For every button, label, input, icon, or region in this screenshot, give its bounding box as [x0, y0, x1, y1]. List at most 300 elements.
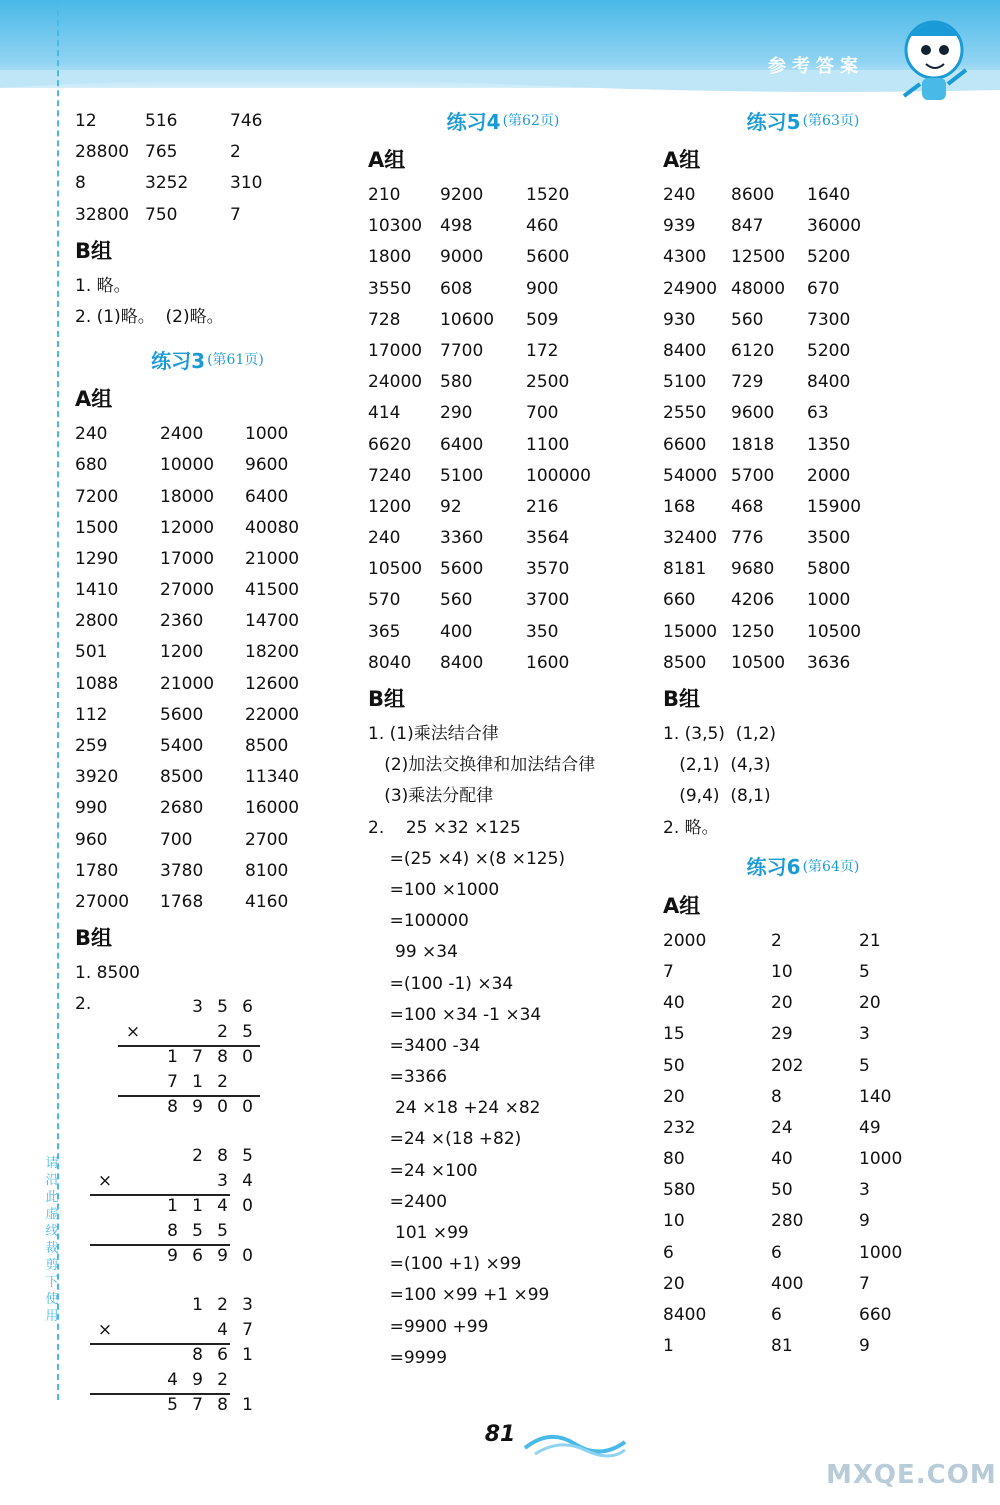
digit: 3 [217, 1171, 228, 1192]
answer-cell: 17000 [368, 340, 423, 361]
answer-cell: 280 [771, 1211, 804, 1232]
digit: 6 [192, 1246, 203, 1267]
group-label: A组 [663, 893, 701, 918]
answer-cell: 900 [526, 278, 559, 299]
answer-line: =9900 +99 [368, 1316, 489, 1337]
answer-cell: 21 [859, 930, 881, 951]
answer-row [75, 513, 340, 544]
digit: 5 [242, 1146, 253, 1167]
times-sign: × [125, 1022, 141, 1043]
column-left [75, 100, 340, 1442]
digit: 7 [242, 1320, 253, 1341]
digit: 2 [192, 1146, 203, 1167]
answer-row [75, 575, 340, 606]
answer-cell: 10500 [807, 621, 862, 642]
answer-cell: 41500 [245, 580, 300, 601]
answer-row [368, 211, 638, 242]
answer-cell: 7200 [75, 486, 119, 507]
answer-cell: 8400 [663, 1305, 707, 1325]
answer-line: =3366 [368, 1067, 448, 1088]
answer-cell: 1818 [731, 434, 775, 455]
answer-cell: 10 [663, 1211, 685, 1232]
answer-cell: 16000 [245, 798, 300, 819]
answer-cell: 365 [368, 621, 401, 642]
answer-cell: 10 [771, 961, 793, 982]
answer-line: (9,4) (8,1) [663, 786, 771, 807]
answer-line: =(100 +1) ×99 [368, 1254, 522, 1275]
answer-cell: 516 [145, 111, 178, 131]
answer-cell: 9200 [440, 185, 484, 205]
answer-cell: 729 [731, 372, 764, 393]
answer-cell: 5600 [526, 247, 570, 268]
answer-row [663, 523, 943, 554]
answer-line: 101 ×99 [368, 1223, 469, 1243]
digit: 1 [167, 1196, 178, 1217]
digit: 1 [192, 1295, 203, 1316]
answer-cell: 12600 [245, 673, 300, 694]
answer-cell: 3550 [368, 278, 412, 299]
answer-cell: 1100 [526, 434, 570, 455]
answer-cell: 40 [771, 1149, 793, 1170]
answer-cell: 5 [859, 1055, 870, 1076]
answer-cell: 939 [663, 216, 696, 237]
answer-cell: 580 [440, 372, 473, 393]
answer-row [75, 669, 340, 700]
answer-cell: 1600 [526, 652, 570, 673]
wave-decoration-icon [520, 1418, 630, 1458]
answer-row [663, 274, 943, 305]
answer-cell: 6600 [663, 434, 707, 455]
answer-row [368, 523, 638, 554]
answer-cell: 6620 [368, 434, 412, 455]
answer-cell: 930 [663, 309, 696, 330]
answer-cell: 20 [771, 993, 793, 1014]
answer-cell: 350 [526, 621, 559, 642]
answer-cell: 660 [859, 1305, 892, 1325]
answer-cell: 290 [440, 403, 473, 424]
answer-cell: 40080 [245, 517, 300, 538]
digit: 0 [242, 1047, 253, 1068]
digit: 8 [167, 1097, 178, 1118]
answer-line: =2400 [368, 1191, 448, 1212]
multiplication-row [75, 995, 340, 1020]
answer-cell: 3 [859, 1180, 870, 1201]
answer-cell: 2000 [807, 465, 851, 486]
answer-cell: 498 [440, 216, 473, 237]
answer-cell: 9 [859, 1336, 870, 1357]
digit: 3 [242, 1295, 253, 1316]
answer-row [663, 367, 943, 398]
answer-row [663, 1144, 943, 1175]
answer-cell: 259 [75, 736, 108, 756]
answer-line: 2. [75, 994, 92, 1015]
answer-cell: 460 [526, 216, 559, 237]
answer-cell: 32400 [663, 528, 718, 549]
answer-cell: 2700 [245, 829, 289, 850]
digit: 5 [217, 1221, 228, 1242]
digit: 2 [217, 1295, 228, 1316]
answer-cell: 4300 [663, 247, 707, 268]
group-label: B组 [368, 687, 406, 711]
answer-line: =100 ×34 -1 ×34 [368, 1004, 542, 1025]
answer-cell: 847 [731, 216, 764, 237]
answer-cell: 11340 [245, 767, 300, 788]
answer-cell: 5100 [663, 372, 707, 393]
digit: 8 [167, 1221, 178, 1242]
answer-cell: 40 [663, 993, 685, 1014]
answer-cell: 9000 [440, 247, 484, 268]
answer-cell: 50 [663, 1055, 685, 1076]
answer-cell: 112 [75, 704, 108, 725]
exercise-page-ref: (第61页) [207, 352, 264, 369]
answer-cell: 2 [230, 142, 241, 163]
answer-row [75, 731, 340, 762]
answer-cell: 5400 [160, 736, 204, 756]
answer-row [663, 988, 943, 1019]
answer-cell: 24900 [663, 278, 718, 299]
answer-line: =3400 -34 [368, 1035, 481, 1056]
answer-cell: 20 [663, 1273, 685, 1294]
answer-cell: 746 [230, 111, 263, 131]
group-label: B组 [75, 238, 113, 263]
multiplication-block [75, 995, 340, 1132]
answer-cell: 1410 [75, 580, 119, 601]
answer-cell: 2680 [160, 798, 204, 819]
multiplication-row [75, 1219, 340, 1244]
answer-cell: 2360 [160, 611, 204, 632]
answer-row [75, 825, 340, 856]
answer-row [368, 180, 638, 211]
digit: 1 [192, 1072, 203, 1093]
answer-cell: 240 [368, 528, 401, 549]
answer-cell: 172 [526, 340, 559, 361]
digit: 4 [242, 1171, 253, 1192]
exercise-page-ref: (第63页) [802, 113, 860, 129]
answer-cell: 700 [160, 829, 193, 850]
answer-row [663, 180, 943, 211]
answer-row [368, 398, 638, 429]
answer-cell: 50 [771, 1180, 793, 1201]
answer-row [663, 242, 943, 273]
answer-row [368, 305, 638, 336]
answer-row [368, 554, 638, 585]
answer-cell: 240 [663, 185, 696, 205]
digit: 2 [217, 1072, 228, 1093]
answer-cell: 21000 [160, 673, 215, 694]
multiplication-row [75, 1194, 340, 1219]
answer-cell: 12500 [731, 247, 786, 268]
answer-cell: 2500 [526, 372, 570, 393]
multiplication-row [75, 1244, 340, 1269]
digit: 1 [242, 1395, 253, 1416]
answer-row [368, 430, 638, 461]
answer-cell: 140 [859, 1086, 892, 1107]
answer-cell: 2800 [75, 611, 119, 632]
answer-line: =24 ×(18 +82) [368, 1129, 522, 1150]
answer-row [75, 200, 340, 231]
answer-cell: 1780 [75, 860, 119, 881]
answer-cell: 1290 [75, 548, 119, 569]
answer-row [663, 957, 943, 988]
answer-cell: 680 [75, 455, 108, 476]
answer-cell: 8 [771, 1086, 782, 1107]
answer-cell: 10000 [160, 455, 215, 476]
answer-cell: 12 [75, 111, 97, 131]
answer-cell: 1250 [731, 621, 775, 642]
answer-cell: 1800 [368, 247, 412, 268]
answer-line: =9999 [368, 1347, 448, 1368]
answer-line: (2,1) (4,3) [663, 755, 771, 776]
exercise-6-title [663, 846, 943, 886]
answer-cell: 8040 [368, 652, 412, 673]
answer-line: (3)乘法分配律 [368, 786, 494, 807]
digit: 5 [242, 1022, 253, 1043]
digit: 4 [217, 1320, 228, 1341]
answer-cell: 4206 [731, 590, 775, 611]
answer-row [75, 637, 340, 668]
answer-cell: 18000 [160, 486, 215, 507]
answer-cell: 580 [663, 1180, 696, 1201]
answer-row [75, 137, 340, 168]
digit: 8 [217, 1047, 228, 1068]
answer-row [75, 168, 340, 199]
answer-row [663, 305, 943, 336]
answer-cell: 1200 [160, 642, 204, 663]
answer-cell: 700 [526, 403, 559, 424]
answer-cell: 5600 [160, 704, 204, 725]
answer-row [663, 461, 943, 492]
answer-row [368, 367, 638, 398]
answer-line: =24 ×100 [368, 1160, 478, 1181]
answer-cell: 1 [663, 1336, 674, 1357]
answer-row [663, 554, 943, 585]
answer-cell: 24 [771, 1117, 793, 1138]
answer-cell: 7700 [440, 340, 484, 361]
answer-cell: 8400 [807, 372, 851, 393]
answer-cell: 3 [859, 1024, 870, 1045]
answer-cell: 32800 [75, 204, 130, 225]
answer-cell: 8400 [440, 652, 484, 673]
exercise-title-text: 练习4 [446, 109, 501, 134]
watermark: MXQE.COM [826, 1460, 997, 1490]
times-sign: × [97, 1171, 113, 1192]
answer-cell: 776 [731, 528, 764, 549]
answer-cell: 5700 [731, 465, 775, 486]
answer-cell: 240 [75, 424, 108, 445]
answer-cell: 1640 [807, 185, 851, 205]
answer-row [75, 856, 340, 887]
answer-cell: 100000 [526, 465, 591, 486]
answer-cell: 2400 [160, 424, 204, 445]
answer-cell: 6400 [245, 486, 289, 507]
answer-cell: 560 [731, 309, 764, 330]
answer-cell: 22000 [245, 704, 300, 725]
answer-cell: 5100 [440, 465, 484, 486]
digit: 9 [192, 1370, 203, 1391]
answer-cell: 21000 [245, 548, 300, 569]
answer-row [663, 1269, 943, 1300]
answer-cell: 210 [368, 185, 401, 205]
answer-cell: 15000 [663, 621, 718, 642]
answer-lines-b [663, 719, 943, 844]
answer-cell: 400 [440, 621, 473, 642]
answer-row [368, 461, 638, 492]
exercise-3-title [75, 339, 340, 379]
times-sign: × [97, 1320, 113, 1341]
digit: 7 [192, 1047, 203, 1068]
answer-grid-a [75, 419, 340, 918]
group-label: B组 [663, 687, 701, 711]
answer-cell: 3570 [526, 559, 570, 580]
answer-row [663, 1206, 943, 1237]
digit: 0 [217, 1097, 228, 1118]
answer-cell: 48000 [731, 278, 786, 299]
answer-row [663, 1019, 943, 1050]
answer-cell: 1520 [526, 185, 570, 205]
digit: 6 [242, 997, 253, 1018]
answer-row [368, 242, 638, 273]
answer-cell: 6 [771, 1305, 782, 1325]
digit: 9 [167, 1246, 178, 1267]
answer-row [663, 398, 943, 429]
answer-grid-a [663, 926, 943, 1363]
answer-cell: 9 [859, 1211, 870, 1232]
answer-cell: 3700 [526, 590, 570, 611]
answer-cell: 8500 [160, 767, 204, 788]
answer-cell: 728 [368, 309, 401, 330]
digit: 0 [242, 1196, 253, 1217]
group-label: A组 [663, 148, 701, 172]
answer-row [75, 419, 340, 450]
answer-row [75, 887, 340, 918]
answer-cell: 8 [75, 173, 86, 194]
answer-cell: 1200 [368, 496, 412, 517]
group-label: B组 [75, 926, 113, 951]
answer-cell: 509 [526, 309, 559, 330]
answer-cell: 24000 [368, 372, 423, 393]
answer-cell: 570 [368, 590, 401, 611]
multiplication-row [75, 1169, 340, 1194]
answer-cell: 8181 [663, 559, 707, 580]
answer-row [75, 544, 340, 575]
answer-cell: 10500 [731, 652, 786, 673]
group-label: A组 [368, 148, 406, 172]
multiplication-row [75, 1343, 340, 1368]
answer-cell: 1000 [859, 1149, 903, 1170]
answer-cell: 3920 [75, 767, 119, 788]
answer-row [75, 793, 340, 824]
answer-row [663, 430, 943, 461]
answer-cell: 5 [859, 961, 870, 982]
answer-cell: 18200 [245, 642, 300, 663]
digit: 9 [217, 1246, 228, 1267]
answer-cell: 168 [663, 496, 696, 517]
answer-cell: 2000 [663, 930, 707, 951]
answer-row [663, 1331, 943, 1362]
answer-grid-a [663, 180, 943, 679]
answer-grid-top [75, 106, 340, 231]
digit: 0 [242, 1246, 253, 1267]
answer-row [663, 1175, 943, 1206]
digit: 4 [167, 1370, 178, 1391]
mascot-icon [892, 10, 982, 110]
answer-cell: 660 [663, 590, 696, 611]
answer-cell: 765 [145, 142, 178, 163]
answer-cell: 414 [368, 403, 401, 424]
digit: 0 [242, 1097, 253, 1118]
answer-cell: 5600 [440, 559, 484, 580]
answer-cell: 8500 [663, 652, 707, 673]
answer-cell: 14700 [245, 611, 300, 632]
answer-cell: 468 [731, 496, 764, 517]
answer-row [368, 336, 638, 367]
answer-cell: 670 [807, 278, 840, 299]
answer-cell: 6400 [440, 434, 484, 455]
answer-cell: 400 [771, 1273, 804, 1294]
page-number: 81 [484, 1422, 516, 1447]
answer-cell: 6120 [731, 340, 775, 361]
answer-cell: 1000 [807, 590, 851, 611]
answer-cell: 5800 [807, 559, 851, 580]
answer-cell: 4160 [245, 891, 289, 912]
group-label: A组 [75, 387, 113, 412]
answer-cell: 8500 [245, 736, 289, 756]
answer-line: 99 ×34 [368, 942, 458, 963]
exercise-title-text: 练习5 [746, 109, 801, 134]
answer-row [368, 585, 638, 616]
answer-line: =100 ×99 +1 ×99 [368, 1285, 550, 1306]
answer-cell: 5200 [807, 340, 851, 361]
answer-row [75, 700, 340, 731]
answer-cell: 27000 [160, 580, 215, 601]
answer-row [663, 211, 943, 242]
answer-cell: 501 [75, 642, 108, 663]
multiplication-block [75, 1293, 340, 1430]
answer-line: =(25 ×4) ×(8 ×125) [368, 848, 566, 869]
answer-row [663, 1113, 943, 1144]
answer-cell: 8100 [245, 860, 289, 881]
answer-cell: 10500 [368, 559, 423, 580]
digit: 6 [217, 1345, 228, 1366]
answer-cell: 29 [771, 1024, 793, 1045]
digit: 3 [192, 997, 203, 1018]
answer-cell: 3636 [807, 652, 851, 673]
answer-cell: 20 [859, 993, 881, 1014]
answer-line: 24 ×18 +24 ×82 [368, 1098, 541, 1119]
answer-lines-b [368, 719, 638, 1374]
answer-row [75, 482, 340, 513]
digit: 5 [217, 997, 228, 1018]
answer-cell: 49 [859, 1117, 881, 1138]
answer-cell: 9680 [731, 559, 775, 580]
digit: 5 [167, 1395, 178, 1416]
answer-cell: 9600 [731, 403, 775, 424]
answer-cell: 7 [663, 961, 674, 982]
answer-cell: 5200 [807, 247, 851, 268]
digit: 2 [217, 1370, 228, 1391]
answer-row [663, 1051, 943, 1082]
answer-row [75, 106, 340, 137]
answer-row [663, 336, 943, 367]
answer-cell: 15900 [807, 496, 862, 517]
answer-cell: 7 [859, 1273, 870, 1294]
digit: 1 [192, 1196, 203, 1217]
answer-cell: 1000 [859, 1242, 903, 1263]
answer-cell: 7240 [368, 465, 412, 486]
answer-row [368, 648, 638, 679]
exercise-4-title [368, 100, 638, 140]
answer-cell: 8600 [731, 185, 775, 205]
